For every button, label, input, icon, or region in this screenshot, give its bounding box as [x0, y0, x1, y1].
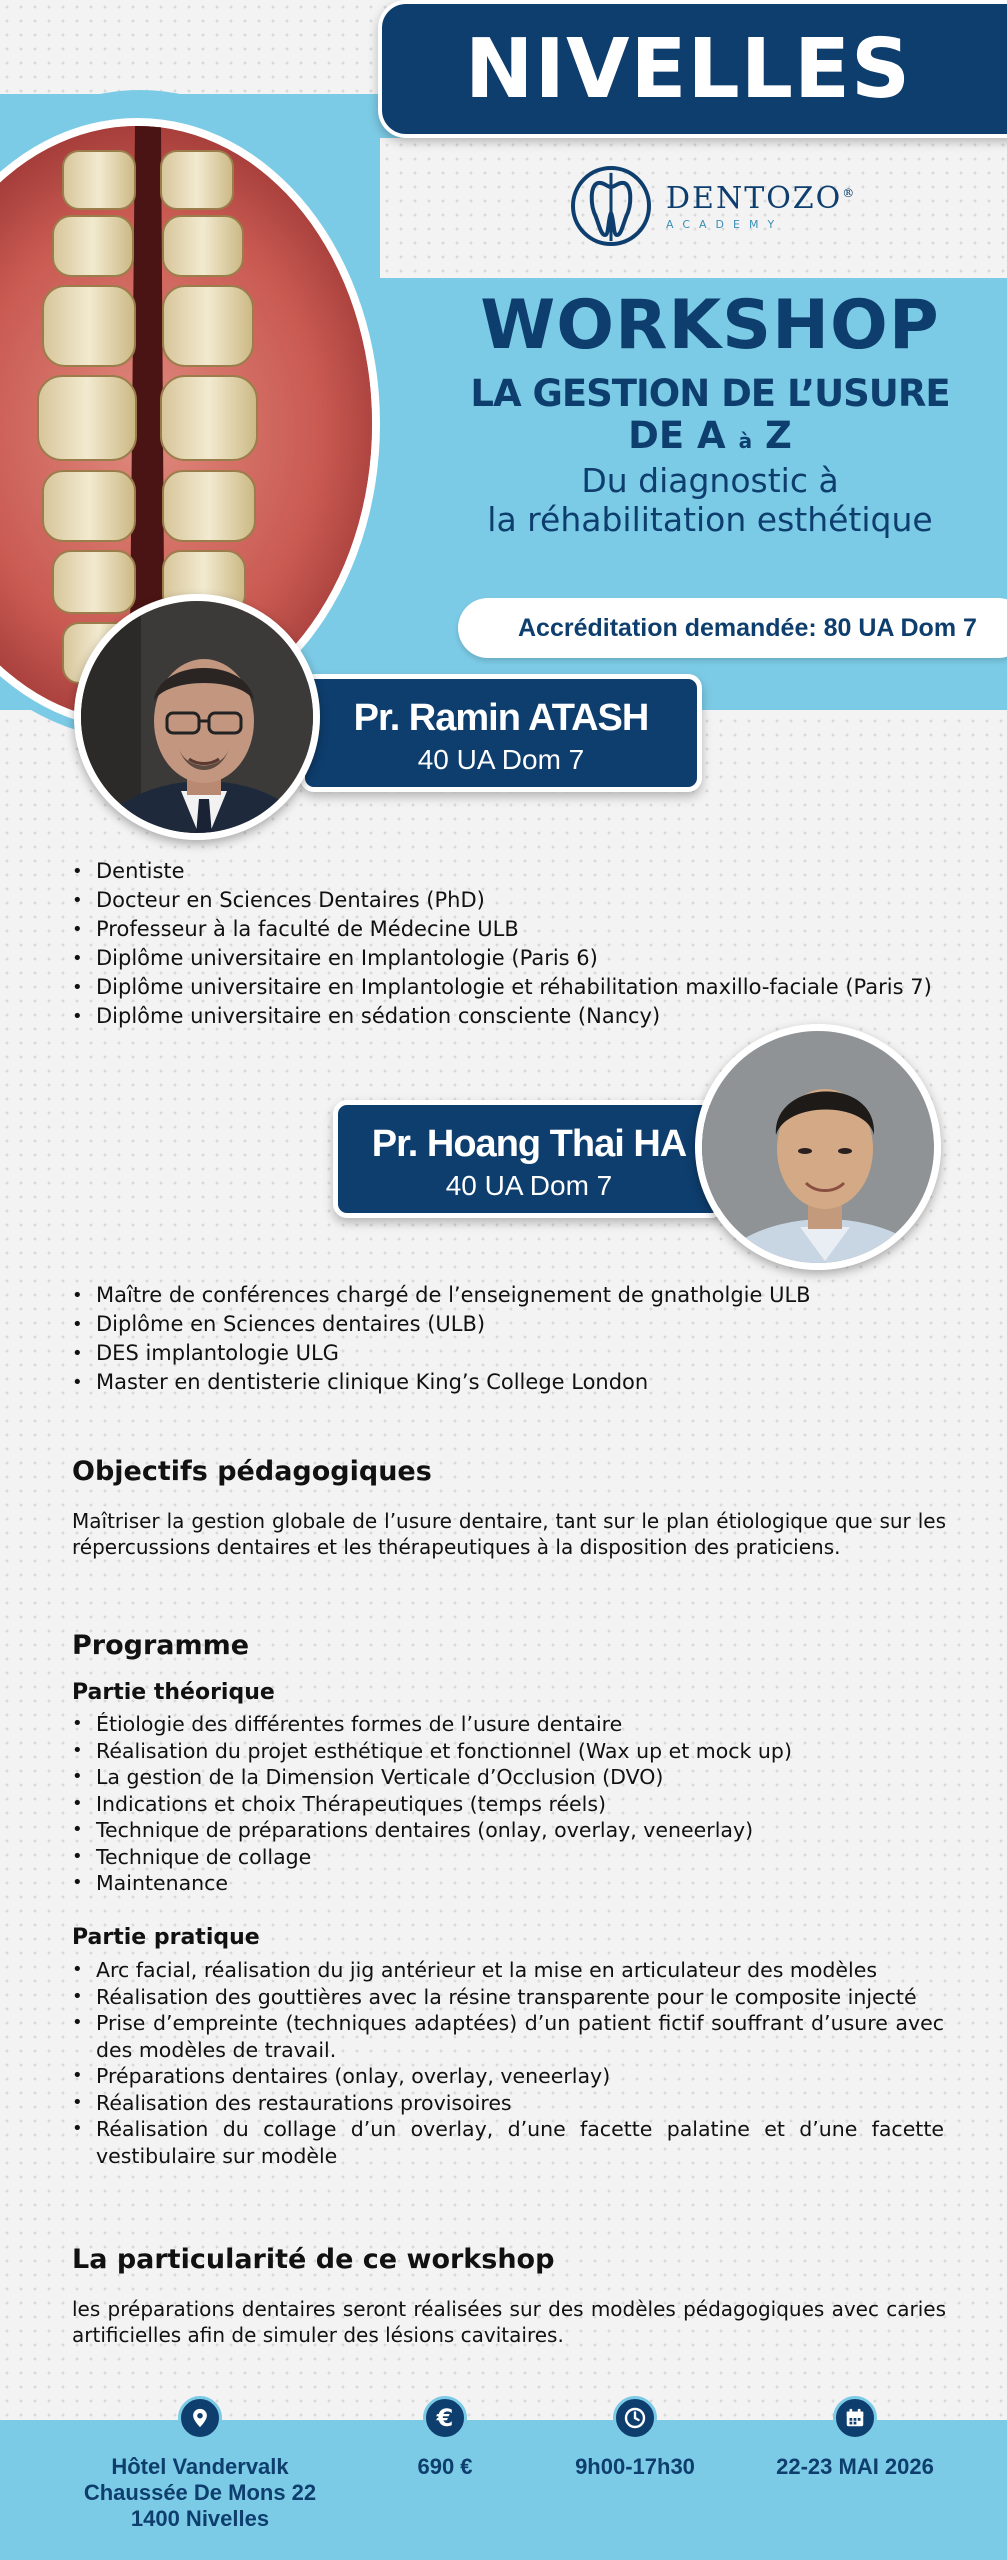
- dentozo-logo: [568, 156, 858, 256]
- footer-location: [60, 2396, 340, 2532]
- workshop-subtitle-line2: [430, 413, 990, 457]
- speaker1-portrait: [81, 601, 320, 840]
- speaker2-portrait: [702, 1031, 941, 1270]
- clock-icon: [613, 2396, 657, 2440]
- euro-icon: €: [423, 2396, 467, 2440]
- practice-list: [72, 1957, 946, 2169]
- city-title: NIVELLES: [464, 21, 912, 117]
- workshop-title: WORKSHOP: [480, 286, 940, 365]
- list-item: • Master en dentisterie clinique King’s College London: [72, 1368, 811, 1397]
- speaker2-avatar: [695, 1024, 941, 1270]
- particularity-text: les préparations dentaires seront réalisées sur des modèles pédagogiques avec caries artificielles afin de simuler des lésions cavitaires.: [72, 2297, 946, 2347]
- list-item: • Technique de préparations dentaires (onlay, overlay, veneerlay): [72, 1817, 792, 1844]
- location-line3: 1400 Nivelles: [130, 2506, 270, 2531]
- logo-registered: ®: [842, 186, 857, 200]
- list-item: • Arc facial, réalisation du jig antérieur et la mise en articulateur des modèles: [72, 1957, 946, 1984]
- time-value: 9h00-17h30: [575, 2454, 695, 2479]
- speaker1-credit: 40 UA Dom 7: [417, 744, 585, 775]
- particularity-heading: La particularité de ce workshop: [72, 2244, 555, 2275]
- speaker1-banner: [300, 674, 702, 792]
- calendar-icon: [833, 2396, 877, 2440]
- list-item: • Maître de conférences chargé de l’enseignement de gnatholgie ULB: [72, 1281, 811, 1310]
- location-pin-icon: [178, 2396, 222, 2440]
- location-line2: Chaussée De Mons 22: [83, 2480, 317, 2505]
- speaker1-credentials: [72, 857, 932, 1031]
- list-item: • Réalisation des restaurations provisoires: [72, 2090, 946, 2117]
- speaker2-credit: 40 UA Dom 7: [445, 1170, 613, 1201]
- workshop-subtitle-line1: LA GESTION DE L’USURE: [470, 372, 950, 416]
- location-line1: Hôtel Vandervalk: [111, 2454, 289, 2479]
- programme-heading: Programme: [72, 1630, 250, 1661]
- theory-heading: Partie théorique: [72, 1680, 275, 1705]
- logo-sub: ACADEMY: [666, 218, 784, 231]
- list-item: • Technique de collage: [72, 1844, 792, 1871]
- theory-list: [72, 1711, 792, 1897]
- speaker2-credentials: [72, 1281, 811, 1397]
- date-value: 22-23 MAI 2026: [776, 2454, 934, 2479]
- list-item: • DES implantologie ULG: [72, 1339, 811, 1368]
- list-item: • Diplôme universitaire en Implantologie (Paris 6): [72, 944, 932, 973]
- subtitle-part-a: DE A: [628, 413, 726, 457]
- speaker2-banner: [333, 1100, 725, 1218]
- list-item: • Réalisation des gouttières avec la résine transparente pour le composite injecté: [72, 1984, 946, 2011]
- list-item: • Diplôme universitaire en Implantologie et réhabilitation maxillo-faciale (Paris 7): [72, 973, 932, 1002]
- footer-date: [750, 2396, 960, 2480]
- list-item: • Préparations dentaires (onlay, overlay, veneerlay): [72, 2063, 946, 2090]
- speaker1-avatar: [74, 594, 320, 840]
- practice-heading: Partie pratique: [72, 1925, 260, 1950]
- logo-brand: DENTOZO: [666, 181, 843, 216]
- subtitle-part-c: Z: [764, 413, 792, 457]
- objectives-text: Maîtriser la gestion globale de l’usure dentaire, tant sur le plan étiologique que sur les répercussions dentaires et les thérapeutiques à la disposition des praticiens.: [72, 1509, 946, 1559]
- workshop-title-block: [430, 286, 990, 540]
- workshop-subtitle-line3: Du diagnostic à: [581, 460, 839, 500]
- list-item: • Prise d’empreinte (techniques adaptées) d’un patient fictif souffrant d’usure avec des modèles de travail.: [72, 2010, 946, 2063]
- list-item: • Maintenance: [72, 1870, 792, 1897]
- accreditation-pill: Accréditation demandée: 80 UA Dom 7: [458, 598, 1007, 658]
- footer-time: [555, 2396, 715, 2480]
- list-item: • Professeur à la faculté de Médecine ULB: [72, 915, 932, 944]
- list-item: • Réalisation du projet esthétique et fonctionnel (Wax up et mock up): [72, 1738, 792, 1765]
- speaker2-name: Pr. Hoang Thai HA: [371, 1123, 687, 1165]
- footer-price: [385, 2396, 505, 2480]
- objectives-heading: Objectifs pédagogiques: [72, 1456, 432, 1487]
- list-item: • Indications et choix Thérapeutiques (temps réels): [72, 1791, 792, 1818]
- list-item: • Réalisation du collage d’un overlay, d’une facette palatine et d’une facette vestibulaire sur modèle: [72, 2116, 946, 2169]
- list-item: • Dentiste: [72, 857, 932, 886]
- city-banner: [378, 0, 1007, 138]
- speaker1-name: Pr. Ramin ATASH: [353, 697, 649, 739]
- subtitle-part-b: à: [738, 428, 753, 453]
- price-value: 690 €: [417, 2454, 473, 2479]
- list-item: • Diplôme universitaire en sédation consciente (Nancy): [72, 1002, 932, 1031]
- list-item: • Étiologie des différentes formes de l’usure dentaire: [72, 1711, 792, 1738]
- list-item: • Docteur en Sciences Dentaires (PhD): [72, 886, 932, 915]
- list-item: • Diplôme en Sciences dentaires (ULB): [72, 1310, 811, 1339]
- workshop-subtitle-line4: la réhabilitation esthétique: [487, 500, 933, 540]
- tooth-logo-icon: [568, 163, 654, 249]
- list-item: • La gestion de la Dimension Verticale d’Occlusion (DVO): [72, 1764, 792, 1791]
